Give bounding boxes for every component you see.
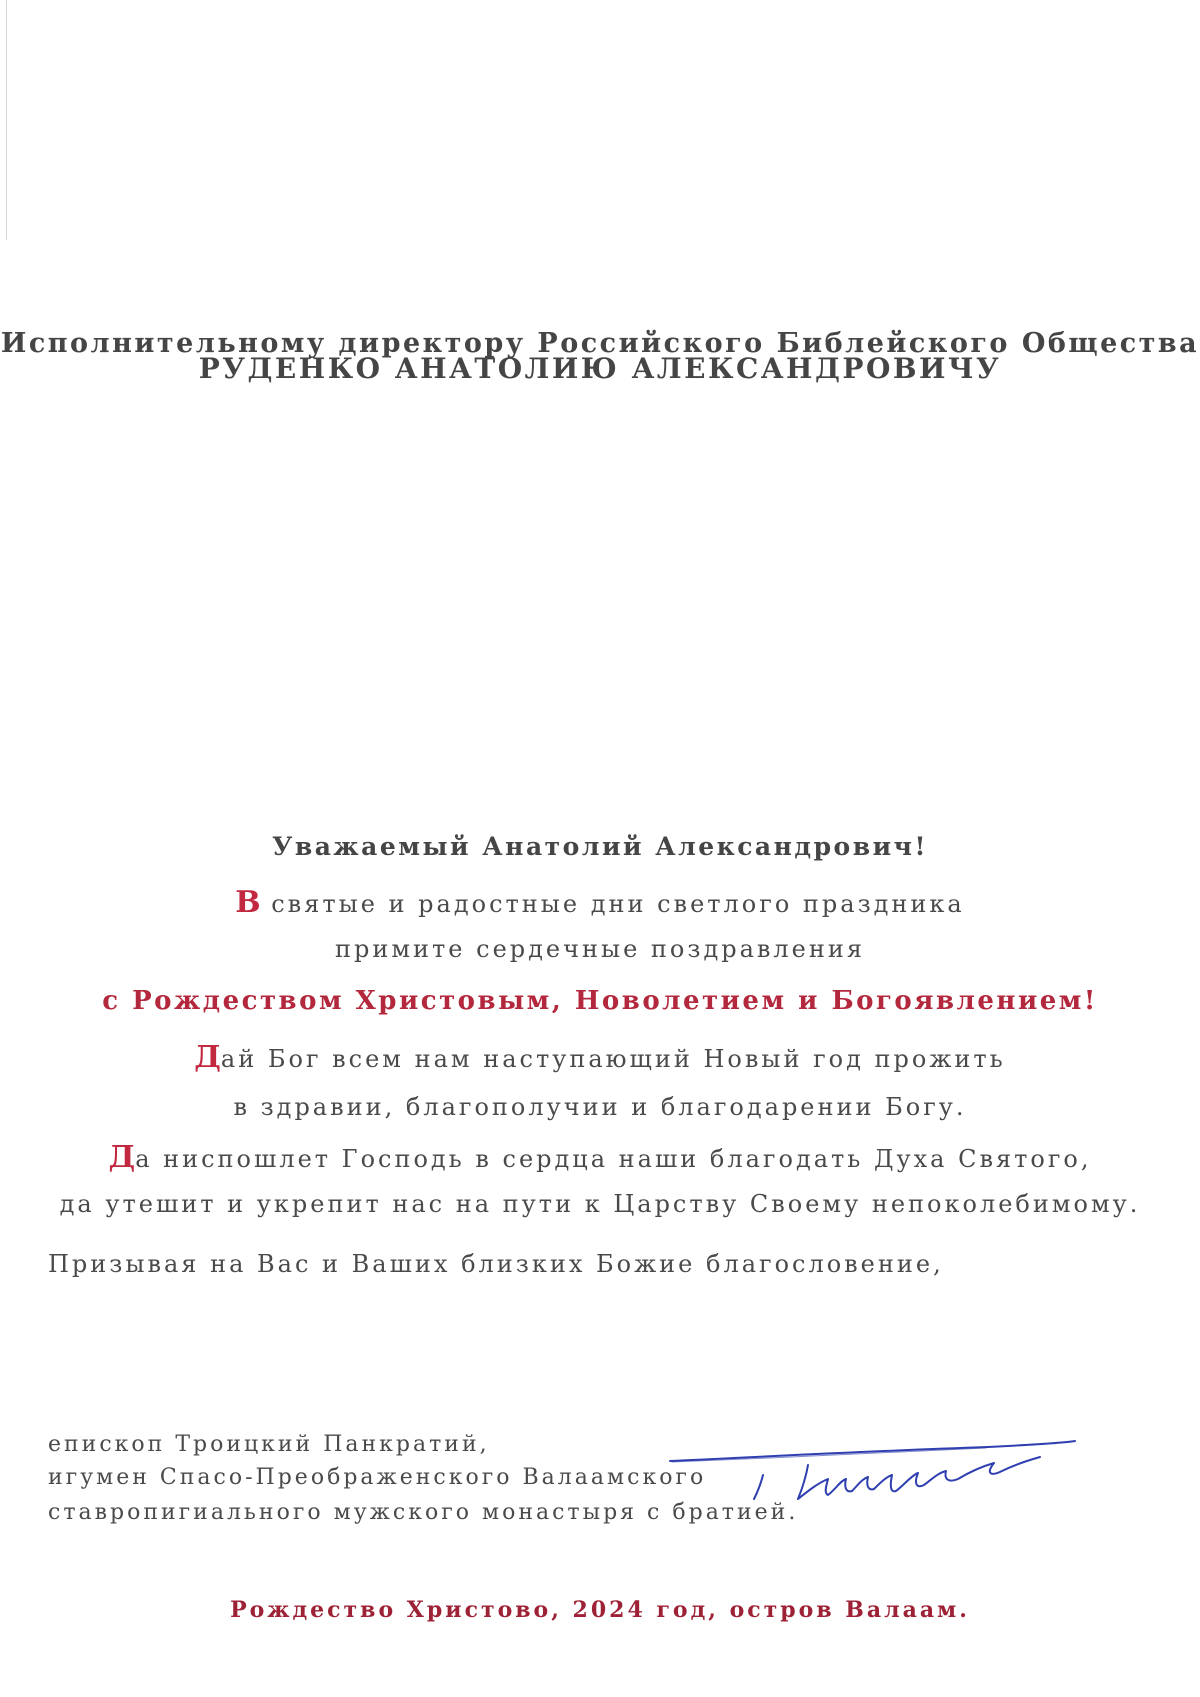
paragraph-2-line-1 (0, 1040, 1200, 1075)
paragraph-1-line-2: примите сердечные поздравления (335, 935, 865, 963)
paragraph-text: ай Бог всем нам наступающий Новый год прожить (220, 1045, 1006, 1073)
holiday-greeting: с Рождеством Христовым, Новолетием и Богоявлением! (102, 986, 1098, 1016)
paragraph-text: а ниспошлет Господь в сердца наши благодать Духа Святого, (135, 1145, 1092, 1173)
drop-cap: Д (108, 1140, 136, 1175)
paragraph-text: святые и радостные дни светлого праздника (260, 890, 965, 918)
blessing-line: Призывая на Вас и Ваших близких Божие благословение, (48, 1250, 944, 1278)
signature-icon (668, 1435, 1138, 1505)
paragraph-2-line-2: в здравии, благополучии и благодарении Богу. (233, 1093, 967, 1121)
date-place-line: Рождество Христово, 2024 год, остров Валаам. (230, 1597, 970, 1623)
addressee-title: Исполнительному директору Российского Библейского Общества (0, 328, 1200, 359)
paragraph-3-line-2: да утешит и укрепит нас на пути к Царству Своему непоколебимому. (59, 1190, 1141, 1218)
drop-cap: Д (194, 1040, 221, 1075)
sender-line-3: ставропигиального мужского монастыря с братией. (48, 1500, 799, 1525)
sender-line-2: игумен Спасо-Преображенского Валаамского (48, 1465, 707, 1490)
scan-edge-divider (6, 0, 7, 240)
paragraph-3-line-1 (0, 1140, 1200, 1175)
sender-line-1: епископ Троицкий Панкратий, (48, 1432, 490, 1457)
salutation: Уважаемый Анатолий Александрович! (272, 832, 928, 861)
addressee-name: РУДЕНКО АНАТОЛИЮ АЛЕКСАНДРОВИЧУ (198, 352, 1002, 385)
drop-cap: В (235, 885, 261, 920)
paragraph-1-line-1 (0, 885, 1200, 920)
